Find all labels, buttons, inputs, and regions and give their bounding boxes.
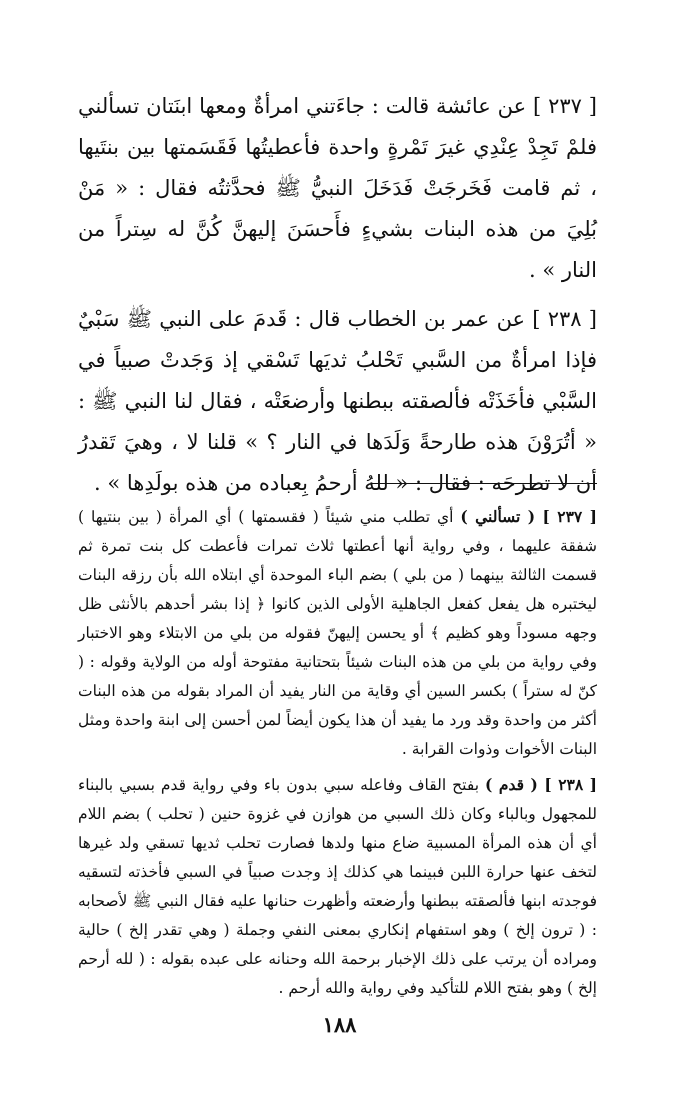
hadith-237: [ ٢٣٧ ] عن عائشة قالت : جاءَتني امرأةٌ ومعها ابنَتان تسألني فلمْ تَجِدْ عِنْدِي غيرَ تَمْرةٍ واحدة فأعطيتُها فَقَسَمتها بين بنتَيها ، ثم قامت فَخَرجَتْ فَدَخَلَ النبيُّ ﷺ فحدَّثتُه فقال : « مَنْ بُلِيَ من هذه البنات بشيءٍ فأَحسَنَ إليهنَّ كُنَّ له سِتراً من النار » . — [78, 94, 597, 282]
hadith-238: [ ٢٣٨ ] عن عمر بن الخطاب قال : قَدمَ على النبي ﷺ سَبْيٌ فإذا امرأةٌ من السَّبي تَحْلبُ ثديَها تَسْقي إذ وَجَدتْ صبياً في السَّبْي فأخَذَتْه فألصقته ببطنها وأرضعَتْه ، فقال لنا النبي ﷺ : « أتُرَوْنَ هذه طارحةً وَلَدَها في النار ؟ » قلنا لا ، وهيَ تَقدرُ أن لا تطرحَه : فقال : « للهُ أرحمُ بِعباده من هذه بولَدِها » . — [78, 307, 597, 495]
footnote-238-text: بفتح القاف وفاعله سبي بدون باء وفي رواية قدم بسبي بالبناء للمجهول وبالباء وكان ذلك السبي من هوازن في غزوة حنين ( تحلب ) بضم اللام أي أن هذه المرأة المسبية ضاع منها ولدها فصارت تحلب ثديها تسقي ولد غيرها لتخف عنها حرارة اللبن فبينما هي كذلك إذ وجدت صبياً في السبي فأخذته لتسقيه فوجدته ابنها فألصقته ببطنها وأرضعته وأظهرت حنانها عليه فقال النبي ﷺ لأصحابه : ( ترون إلخ ) وهو استفهام إنكاري بمعنى النفي وجملة ( وهي تقدر إلخ ) حالية ومراده أن يرتب على ذلك الإخبار برحمة الله وحنانه على عبده بقوله : ( لله أرحم إلخ ) وهو بفتح اللام للتأكيد وفي رواية والله أرحم . — [78, 776, 598, 997]
footnotes-section — [78, 502, 597, 1009]
footnote-237-lead: [ ٢٣٧ ] ( تسألني ) — [460, 507, 598, 526]
footnote-237-text: أي تطلب مني شيئاً ( فقسمتها ) أي المرأة ( بين بنتيها ) شفقة عليهما ، وفي رواية أنها أعطتها ثلاث تمرات فأعطت كل بنت تمرة ثم قسمت الثالثة بينهما ( من بلي ) بضم الباء الموحدة أي ابتلاه الله بأن رزقه البنات ليختبره هل يفعل كفعل الجاهلية الأولى الذين كانوا ﴿ إذا بشر أحدهم بالأنثى ظل وجهه مسوداً وهو كظيم ﴾ أو يحسن إليهنّ فقوله من بلي من الابتلاء وهو الاختبار وفي رواية من بلي من هذه البنات شيئاً بتحتانية مفتوحة أوله من الولاية وقوله : ( كنّ له ستراً ) بكسر السين أي وقاية من النار يفيد أن المراد بقوله من هذه البنات أكثر من واحدة وقد ورد ما يفيد أن هذا يكون أيضاً لمن أحسن إلى ابنة واحدة ومثل البنات الأخوات وذوات القرابة . — [78, 508, 597, 758]
footnote-238-lead: [ ٢٣٨ ] ( قدم ) — [485, 775, 598, 794]
footnote-237 — [78, 502, 597, 764]
page-number: ١٨٨ — [322, 1012, 357, 1037]
footnote-divider — [371, 483, 597, 484]
hadith-section — [78, 86, 597, 512]
footnote-238 — [78, 770, 597, 1003]
